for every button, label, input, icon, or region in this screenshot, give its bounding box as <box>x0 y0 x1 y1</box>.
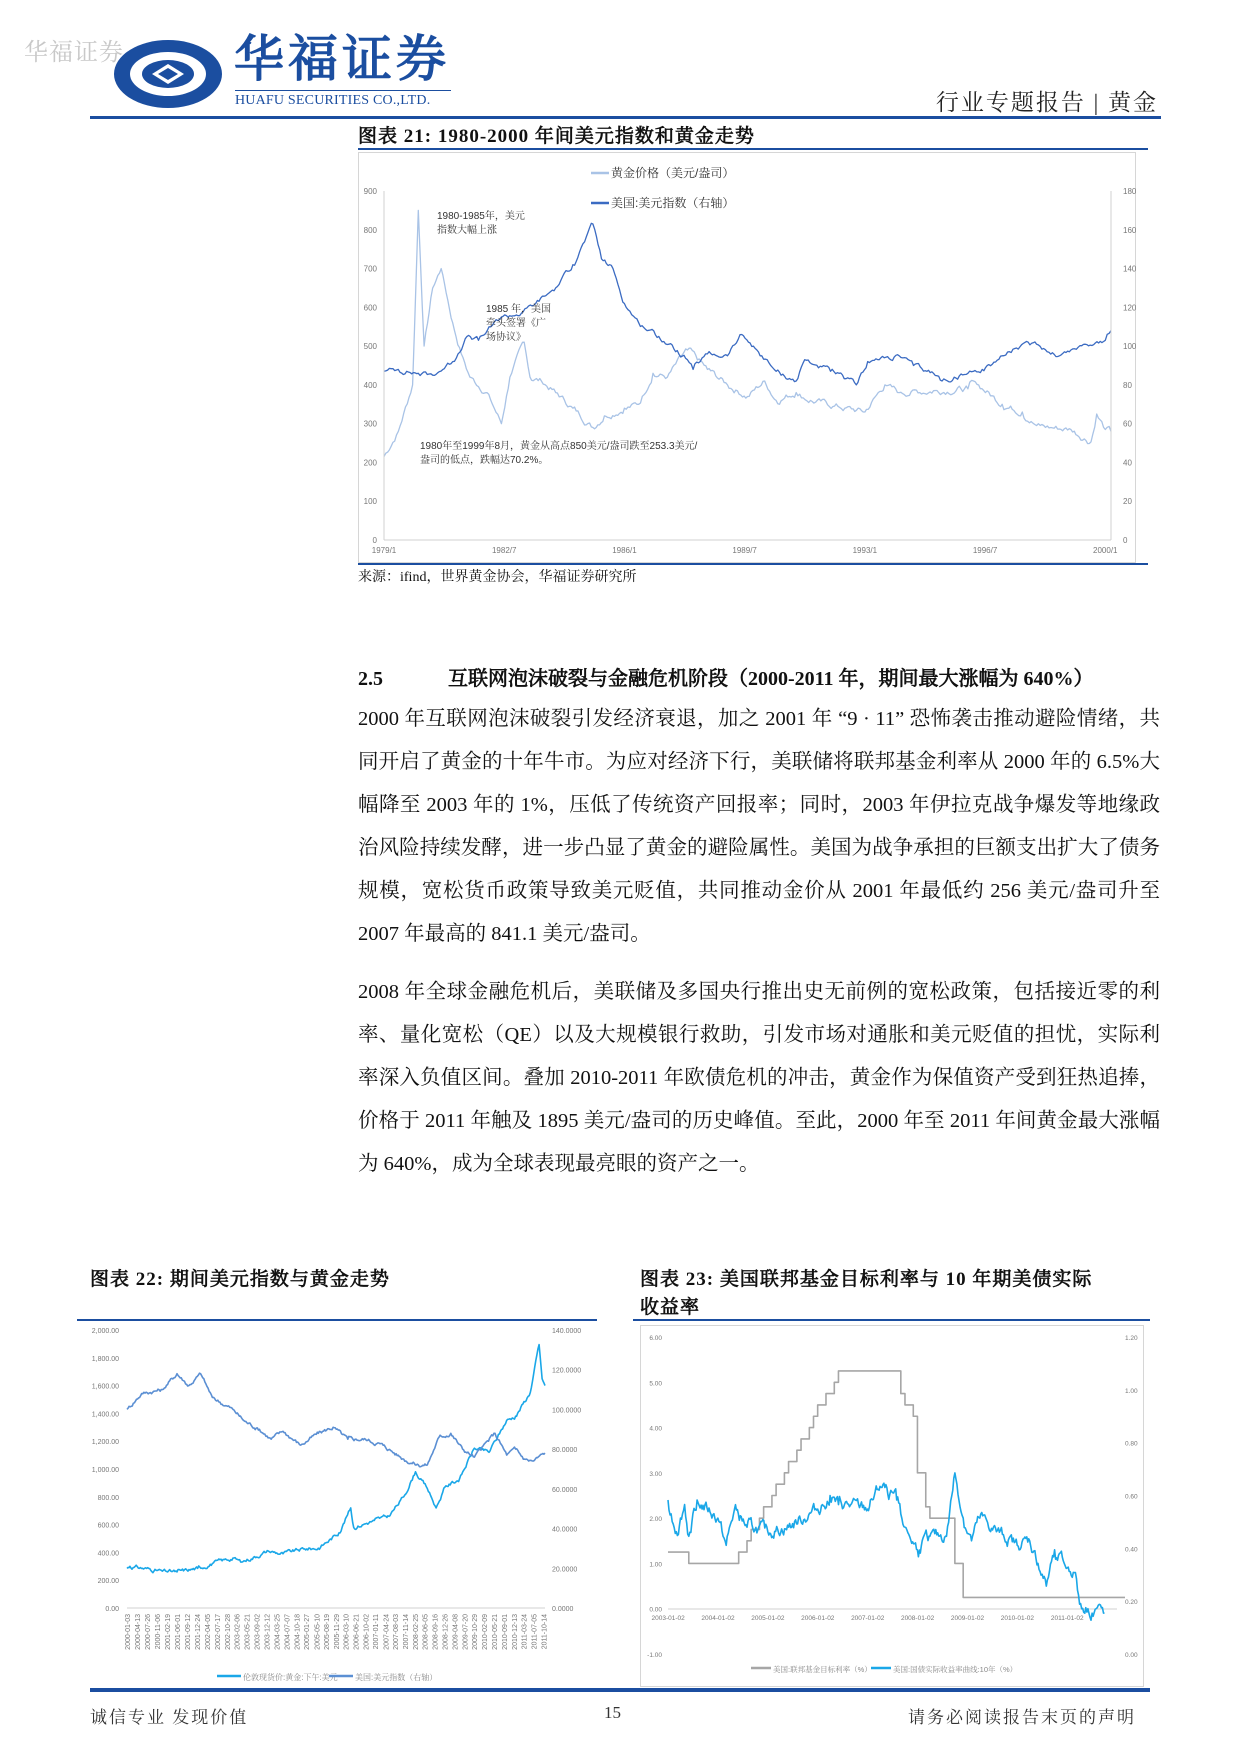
x-tick-label: 2003-12-12 <box>264 1614 272 1650</box>
x-tick-label: 2011-07-05 <box>531 1614 539 1650</box>
x-tick-label: 1996/7 <box>972 546 998 555</box>
x-tick-label: 2008-02-25 <box>412 1614 420 1650</box>
x-tick-label: 2007-01-11 <box>373 1614 381 1650</box>
logo-english-name: HUAFU SECURITIES CO.,LTD. <box>235 90 451 109</box>
y-right-tick-label: 20 <box>1123 497 1132 507</box>
figure-21-title-rule <box>358 148 1148 150</box>
legend-label: 伦敦现货价:黄金:下午:美元 <box>243 1673 338 1682</box>
figure-23-title-line-2: 收益率 <box>640 1297 701 1318</box>
x-tick-label: 2000-01-03 <box>125 1614 133 1650</box>
paragraph-2: 2008 年全球金融危机后，美联储及多国央行推出史无前例的宽松政策，包括接近零的利率、量化宽松（QE）以及大规模银行救助，引发市场对通胀和美元贬值的担忧，实际利率深入负值区间。叠加 2010-2011 年欧债危机的冲击，黄金作为保值资产受到狂热追捧，价格于 2011 年触及 1895 美元/盎司的历史峰值。至此，2000 年至 2011 年间黄金最大涨幅为 640%，成为全球表现最亮眼的资产之一。 <box>358 981 1160 1175</box>
x-tick-label: 2001-06-01 <box>175 1614 183 1650</box>
x-tick-label: 2009-01-02 <box>950 1615 985 1622</box>
legend-label: 美国:国债实际收益率曲线:10年（%） <box>893 1665 1018 1674</box>
series-line-1 <box>668 1371 1125 1597</box>
figure-21-chart-frame <box>358 152 1136 563</box>
chart-annotation: 指数大幅上涨 <box>437 225 497 236</box>
x-tick-label: 2002-07-17 <box>214 1614 222 1650</box>
x-tick-label: 2008-12-26 <box>442 1614 450 1650</box>
x-tick-label: 2006-01-02 <box>801 1615 835 1622</box>
report-type-label: 行业专题报告 | 黄金 <box>935 90 1158 115</box>
y-left-tick-label: 400 <box>363 380 377 390</box>
x-tick-label: 2005-11-29 <box>333 1614 341 1650</box>
y-left-tick-label: 400.00 <box>97 1550 119 1558</box>
x-tick-label: 2003-05-21 <box>244 1614 252 1650</box>
footer-divider <box>90 1688 1150 1692</box>
y-left-tick-label: 1.00 <box>649 1561 662 1569</box>
y-right-tick-label: 0.40 <box>1125 1546 1138 1554</box>
y-right-tick-label: 20.0000 <box>552 1566 578 1574</box>
x-tick-label: 2003-02-06 <box>234 1614 242 1650</box>
y-left-tick-label: 3.00 <box>649 1470 662 1478</box>
y-right-tick-label: 180 <box>1123 187 1137 196</box>
y-left-tick-label: 200.00 <box>97 1578 119 1586</box>
x-tick-label: 2010-09-01 <box>501 1614 509 1650</box>
y-left-tick-label: -1.00 <box>647 1652 662 1659</box>
x-tick-label: 2007-01-02 <box>851 1615 885 1622</box>
x-tick-label: 2010-05-21 <box>491 1614 499 1650</box>
footer-disclaimer-note: 请务必阅读报告末页的声明 <box>908 1708 1136 1727</box>
y-left-tick-label: 500 <box>363 342 377 352</box>
y-left-tick-label: 800 <box>363 225 377 235</box>
header-divider <box>90 116 1161 119</box>
x-tick-label: 2000-07-26 <box>145 1614 153 1650</box>
x-tick-label: 2006-10-02 <box>363 1614 371 1650</box>
x-tick-label: 2008-09-16 <box>432 1614 440 1650</box>
x-tick-label: 2007-08-03 <box>393 1614 401 1650</box>
x-tick-label: 2009-10-29 <box>472 1614 480 1650</box>
x-tick-label: 2003-09-02 <box>254 1614 262 1650</box>
section-number: 2.5 <box>358 668 383 690</box>
watermark: 华福证券 <box>24 40 124 66</box>
y-left-tick-label: 4.00 <box>649 1425 662 1433</box>
x-tick-label: 2002-10-28 <box>224 1614 232 1650</box>
y-right-tick-label: 1.00 <box>1125 1387 1138 1395</box>
y-right-tick-label: 60.0000 <box>552 1486 578 1494</box>
chart-annotation: 1985 年，美国 <box>486 304 552 315</box>
y-right-tick-label: 0 <box>1123 536 1128 545</box>
x-tick-label: 2004-01-02 <box>701 1615 735 1622</box>
x-tick-label: 2011-01-02 <box>1050 1615 1084 1622</box>
x-tick-label: 2010-12-13 <box>511 1614 519 1650</box>
chart-annotation: 盎司的低点，跌幅达70.2%。 <box>420 455 549 466</box>
chart-annotation: 1980年至1999年8月，黄金从高点850美元/盎司跌至253.3美元/ <box>420 441 698 452</box>
x-tick-label: 1986/1 <box>612 546 637 555</box>
x-tick-label: 2010-02-09 <box>481 1614 489 1650</box>
figure-22-chart <box>77 1322 597 1687</box>
figure-21-chart <box>359 153 1135 562</box>
y-right-tick-label: 120.0000 <box>552 1367 582 1375</box>
x-tick-label: 2009-07-20 <box>462 1614 470 1650</box>
y-left-tick-label: 900 <box>363 187 377 196</box>
y-left-tick-label: 800.00 <box>97 1494 119 1502</box>
x-tick-label: 2000/1 <box>1093 546 1118 555</box>
y-right-tick-label: 140 <box>1123 264 1137 274</box>
y-right-tick-label: 0.0000 <box>552 1606 574 1613</box>
figure-23-chart-frame <box>640 1325 1144 1687</box>
x-tick-label: 2002-04-05 <box>204 1614 212 1650</box>
y-right-tick-label: 100 <box>1123 342 1137 352</box>
y-left-tick-label: 100 <box>363 497 377 507</box>
x-tick-label: 2011-10-14 <box>541 1614 549 1650</box>
y-left-tick-label: 0.00 <box>649 1606 662 1614</box>
y-left-tick-label: 1,000.00 <box>91 1467 119 1474</box>
figure-22-title: 图表 22: 期间美元指数与黄金走势 <box>90 1269 390 1290</box>
y-right-tick-label: 0.60 <box>1125 1493 1138 1501</box>
x-tick-label: 2004-03-25 <box>274 1614 282 1650</box>
y-right-tick-label: 80.0000 <box>552 1447 578 1455</box>
x-tick-label: 2005-01-27 <box>304 1614 312 1650</box>
y-right-tick-label: 80 <box>1123 380 1132 390</box>
x-tick-label: 2008-06-05 <box>422 1614 430 1650</box>
x-tick-label: 2003-01-02 <box>651 1615 685 1622</box>
x-tick-label: 2009-04-08 <box>452 1614 460 1650</box>
x-tick-label: 2001-02-19 <box>165 1614 173 1650</box>
figure-21-title: 图表 21: 1980-2000 年间美元指数和黄金走势 <box>358 126 755 147</box>
y-right-tick-label: 0.00 <box>1125 1652 1138 1659</box>
page-number: 15 <box>604 1703 621 1722</box>
y-right-tick-label: 0.20 <box>1125 1599 1138 1607</box>
section-title: 互联网泡沫破裂与金融危机阶段（2000-2011 年，期间最大涨幅为 640%） <box>448 668 1094 690</box>
figure-21-bottom-rule <box>358 563 1148 565</box>
y-left-tick-label: 2.00 <box>649 1516 662 1524</box>
x-tick-label: 2001-12-24 <box>194 1614 202 1650</box>
y-left-tick-label: 1,200.00 <box>91 1439 119 1447</box>
section-heading <box>358 662 1094 691</box>
figure-22-title-rule <box>77 1319 597 1321</box>
legend-label: 美国:美元指数（右轴） <box>355 1673 438 1682</box>
x-tick-label: 1982/7 <box>491 546 517 555</box>
y-left-tick-label: 0.00 <box>105 1606 119 1613</box>
x-tick-label: 2011-03-24 <box>521 1614 529 1650</box>
x-tick-label: 2007-04-24 <box>383 1614 391 1650</box>
y-left-tick-label: 300 <box>363 419 377 429</box>
y-right-tick-label: 40 <box>1123 458 1132 468</box>
series-line-2 <box>127 1373 545 1467</box>
y-right-tick-label: 160 <box>1123 225 1137 235</box>
x-tick-label: 1993/1 <box>852 546 878 555</box>
figure-23-title-line-1: 图表 23: 美国联邦基金目标利率与 10 年期美债实际 <box>640 1269 1093 1290</box>
x-tick-label: 2004-10-18 <box>294 1614 302 1650</box>
x-tick-label: 2000-11-06 <box>154 1614 162 1650</box>
y-right-tick-label: 140.0000 <box>552 1328 582 1335</box>
y-left-tick-label: 600.00 <box>97 1522 119 1530</box>
x-tick-label: 2010-01-02 <box>1000 1615 1034 1622</box>
y-left-tick-label: 1,400.00 <box>91 1411 119 1419</box>
x-tick-label: 2004-07-07 <box>284 1614 292 1650</box>
y-right-tick-label: 40.0000 <box>552 1526 578 1534</box>
y-left-tick-label: 6.00 <box>649 1335 662 1342</box>
x-tick-label: 2005-08-19 <box>323 1614 331 1650</box>
figure-21-source: 来源：ifind，世界黄金协会，华福证券研究所 <box>358 570 637 585</box>
figure-23-title-rule <box>633 1319 1150 1321</box>
y-right-tick-label: 60 <box>1123 419 1132 429</box>
chart-annotation: 牵头签署《广 <box>486 318 546 329</box>
y-right-tick-label: 0.80 <box>1125 1440 1138 1448</box>
legend-label: 美国:联邦基金目标利率（%） <box>773 1665 872 1674</box>
x-tick-label: 2005-01-02 <box>751 1615 785 1622</box>
series-line-1 <box>127 1345 545 1573</box>
y-left-tick-label: 2,000.00 <box>91 1328 119 1335</box>
y-left-tick-label: 700 <box>363 264 377 274</box>
y-left-tick-label: 1,800.00 <box>91 1355 119 1363</box>
y-right-tick-label: 100.0000 <box>552 1407 582 1415</box>
x-tick-label: 2005-05-10 <box>314 1614 322 1650</box>
legend-label: 美国:美元指数（右轴） <box>611 196 735 210</box>
x-tick-label: 2001-09-12 <box>184 1614 192 1650</box>
paragraph-1: 2000 年互联网泡沫破裂引发经济衰退，加之 2001 年 “9 · 11” 恐怖袭击推动避险情绪，共同开启了黄金的十年牛市。为应对经济下行，美联储将联邦基金利率从 2000 年的 6.5%大幅降至 2003 年的 1%，压低了传统资产回报率；同时，2003 年伊拉克战争爆发等地缘政治风险持续发酵，进一步凸显了黄金的避险属性。美国为战争承担的巨额支出扩大了债务规模，宽松货币政策导致美元贬值，共同推动金价从 2001 年最低约 256 美元/盎司升至 2007 年最高的 841.1 美元/盎司。 <box>358 708 1160 945</box>
huafu-logo-icon <box>112 38 224 110</box>
x-tick-label: 2000-04-13 <box>134 1614 142 1650</box>
chart-annotation: 1980-1985年，美元 <box>437 211 525 222</box>
x-tick-label: 2008-01-02 <box>900 1615 935 1622</box>
y-left-tick-label: 200 <box>363 458 377 468</box>
y-right-tick-label: 1.20 <box>1125 1335 1138 1342</box>
figure-23-chart <box>641 1326 1143 1686</box>
x-tick-label: 2007-11-14 <box>402 1614 410 1650</box>
y-left-tick-label: 600 <box>363 303 377 313</box>
y-left-tick-label: 5.00 <box>649 1380 662 1388</box>
x-tick-label: 2006-06-21 <box>353 1614 361 1650</box>
chart-annotation: 场协议》 <box>486 332 526 343</box>
legend-label: 黄金价格（美元/盎司） <box>611 166 735 180</box>
logo-chinese-name: 华福证券 <box>234 31 450 87</box>
y-left-tick-label: 1,600.00 <box>91 1383 119 1391</box>
y-left-tick-label: 0 <box>372 536 377 545</box>
footer-slogan: 诚信专业 发现价值 <box>90 1708 249 1727</box>
x-tick-label: 1979/1 <box>371 546 397 555</box>
x-tick-label: 1989/7 <box>732 546 757 555</box>
x-tick-label: 2006-03-10 <box>343 1614 351 1650</box>
y-right-tick-label: 120 <box>1123 303 1137 313</box>
